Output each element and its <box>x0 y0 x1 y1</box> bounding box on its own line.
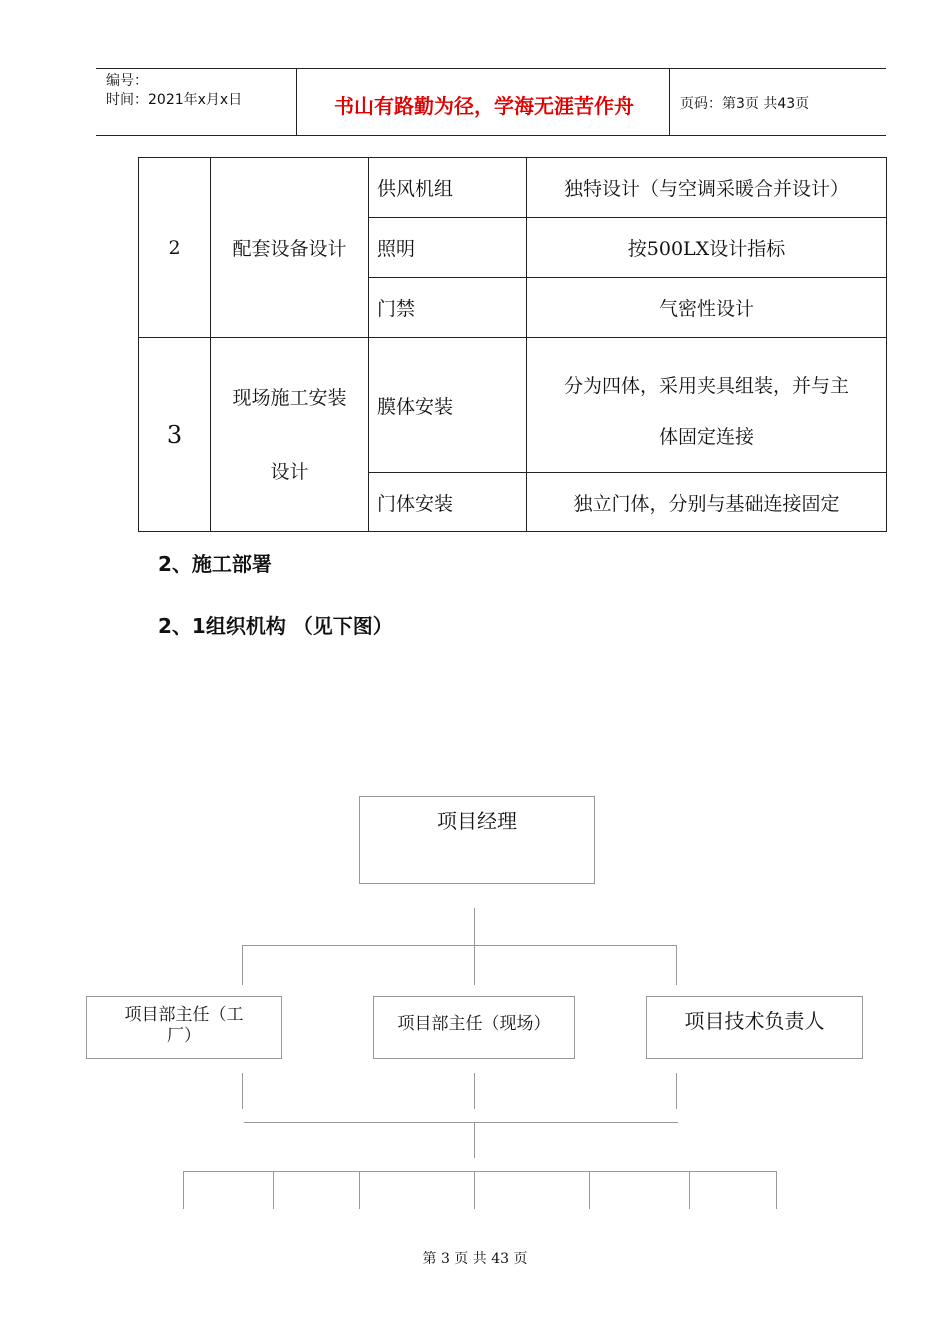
section-heading-organization: 2、1组织机构 （见下图） <box>158 614 393 638</box>
row-number: 2 <box>139 158 211 338</box>
org-connector <box>242 945 243 985</box>
page-footer: 第 3 页 共 43 页 <box>422 1251 528 1267</box>
row-desc <box>527 338 887 473</box>
header-page-info: 页码：第3页 共43页 <box>680 96 810 112</box>
header-top-rule <box>96 68 886 69</box>
row-category <box>211 338 369 532</box>
spec-table <box>138 157 887 532</box>
row-item: 门禁 <box>369 278 527 338</box>
row-desc-line1: 分为四体，采用夹具组装，并与主 <box>563 375 849 397</box>
org-connector <box>183 1171 184 1209</box>
header-divider-1 <box>296 68 297 136</box>
row-item: 供风机组 <box>369 158 527 218</box>
table-row <box>139 338 887 473</box>
org-connector <box>474 1073 475 1109</box>
org-connector <box>676 945 677 985</box>
org-box-project-manager: 项目经理 <box>359 796 595 884</box>
header-time-label: 时间：2021年x月x日 <box>106 92 243 108</box>
header-divider-2 <box>669 68 670 136</box>
org-box-factory-director <box>86 996 282 1059</box>
row-category-line2: 设计 <box>270 460 309 483</box>
org-connector <box>776 1171 777 1209</box>
row-desc-line2: 体固定连接 <box>658 426 754 448</box>
row-item: 门体安装 <box>369 473 527 532</box>
header-number-label: 编号： <box>106 73 148 89</box>
org-box-factory-line2: 厂） <box>167 1026 201 1046</box>
row-desc: 气密性设计 <box>527 278 887 338</box>
org-box-site-director: 项目部主任（现场） <box>373 996 575 1059</box>
row-category-line1: 现场施工安装 <box>232 386 347 409</box>
header-meta <box>106 72 242 110</box>
org-connector <box>689 1171 690 1209</box>
row-desc: 独立门体，分别与基础连接固定 <box>527 473 887 532</box>
org-connector <box>676 1073 677 1109</box>
row-item: 膜体安装 <box>369 338 527 473</box>
org-connector <box>183 1171 776 1172</box>
org-connector <box>474 945 475 985</box>
header-motto: 书山有路勤为径，学海无涯苦作舟 <box>334 94 634 118</box>
section-heading-construction: 2、施工部署 <box>158 552 272 576</box>
table-row <box>139 158 887 218</box>
row-number: 3 <box>139 338 211 532</box>
org-box-factory-line1: 项目部主任（工 <box>124 1005 244 1025</box>
row-desc: 按500LX设计指标 <box>527 218 887 278</box>
org-connector <box>242 1073 243 1109</box>
org-connector <box>474 908 475 946</box>
header-bottom-rule <box>96 135 886 136</box>
row-item: 照明 <box>369 218 527 278</box>
org-connector <box>242 945 676 946</box>
org-box-technical-lead: 项目技术负责人 <box>646 996 863 1059</box>
org-connector <box>273 1171 274 1209</box>
org-connector <box>589 1171 590 1209</box>
org-connector <box>244 1122 678 1123</box>
org-connector <box>474 1122 475 1158</box>
org-connector <box>474 1171 475 1209</box>
org-connector <box>359 1171 360 1209</box>
row-desc: 独特设计（与空调采暖合并设计） <box>527 158 887 218</box>
row-category: 配套设备设计 <box>211 158 369 338</box>
